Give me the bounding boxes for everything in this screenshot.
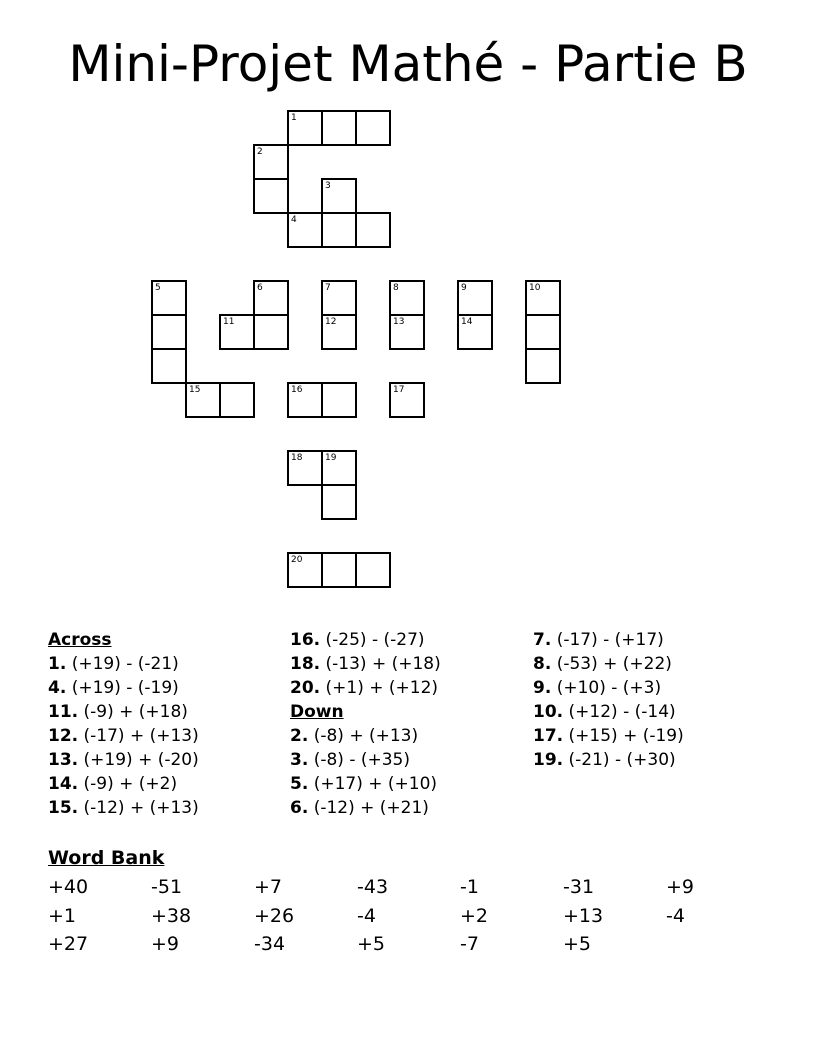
- across-heading: Across: [48, 630, 112, 650]
- word-bank-item: +9: [151, 933, 180, 955]
- crossword-cell[interactable]: [355, 552, 391, 588]
- crossword-cell[interactable]: [389, 382, 425, 418]
- clue-number: 10.: [533, 702, 564, 722]
- clue-number: 16.: [290, 630, 321, 650]
- crossword-cell[interactable]: [525, 314, 561, 350]
- crossword-cell[interactable]: [355, 212, 391, 248]
- clue-expression: (-12) + (+13): [83, 798, 199, 818]
- word-bank-item: +2: [460, 905, 489, 927]
- cell-number: 8: [393, 283, 399, 293]
- clue-number: 3.: [290, 750, 309, 770]
- clue-number: 9.: [533, 678, 552, 698]
- word-bank-item: +9: [666, 876, 695, 898]
- clue-down-3: [290, 748, 441, 772]
- clue-down-2: [290, 724, 441, 748]
- cell-number: 3: [325, 181, 331, 191]
- clue-down-17: [533, 724, 684, 748]
- crossword-cell[interactable]: [151, 280, 187, 316]
- word-bank-item: -1: [460, 876, 479, 898]
- clue-across-13: [48, 748, 199, 772]
- clue-number: 6.: [290, 798, 309, 818]
- crossword-cell[interactable]: [253, 280, 289, 316]
- word-bank-title: Word Bank: [48, 847, 165, 869]
- crossword-cell[interactable]: [457, 280, 493, 316]
- crossword-cell[interactable]: [219, 382, 255, 418]
- clue-down-10: [533, 700, 684, 724]
- clue-expression: (-8) + (+13): [313, 726, 419, 746]
- word-bank-item: +27: [48, 933, 89, 955]
- cell-number: 7: [325, 283, 331, 293]
- clue-expression: (-21) - (+30): [568, 750, 676, 770]
- crossword-cell[interactable]: [185, 382, 221, 418]
- clue-expression: (+19) - (-19): [71, 678, 179, 698]
- crossword-cell[interactable]: [321, 314, 357, 350]
- clue-expression: (+19) + (-20): [83, 750, 199, 770]
- word-bank-item: +5: [563, 933, 592, 955]
- cell-number: 18: [291, 453, 303, 463]
- clue-expression: (+1) + (+12): [325, 678, 439, 698]
- clue-across-12: [48, 724, 199, 748]
- crossword-cell[interactable]: [355, 110, 391, 146]
- clue-across-11: [48, 700, 199, 724]
- clue-expression: (-8) - (+35): [313, 750, 411, 770]
- cell-number: 10: [529, 283, 541, 293]
- clue-expression: (-9) + (+2): [83, 774, 178, 794]
- crossword-cell[interactable]: [287, 450, 323, 486]
- clue-number: 5.: [290, 774, 309, 794]
- cell-number: 1: [291, 113, 297, 123]
- clue-number: 20.: [290, 678, 321, 698]
- word-bank-item: -7: [460, 933, 479, 955]
- clue-number: 4.: [48, 678, 67, 698]
- clue-number: 13.: [48, 750, 79, 770]
- clue-across-14: [48, 772, 199, 796]
- clue-number: 2.: [290, 726, 309, 746]
- clue-column-3: [533, 628, 684, 772]
- clue-expression: (+12) - (-14): [568, 702, 676, 722]
- clue-number: 8.: [533, 654, 552, 674]
- cell-number: 11: [223, 317, 235, 327]
- clue-number: 12.: [48, 726, 79, 746]
- crossword-cell[interactable]: [525, 348, 561, 384]
- word-bank-item: +7: [254, 876, 283, 898]
- clue-across-18: [290, 652, 441, 676]
- cell-number: 12: [325, 317, 337, 327]
- clue-down-19: [533, 748, 684, 772]
- word-bank-item: +1: [48, 905, 77, 927]
- clue-down-9: [533, 676, 684, 700]
- clue-down-5: [290, 772, 441, 796]
- crossword-cell[interactable]: [151, 314, 187, 350]
- crossword-cell[interactable]: [151, 348, 187, 384]
- cell-number: 16: [291, 385, 303, 395]
- crossword-cell[interactable]: [253, 314, 289, 350]
- cell-number: 13: [393, 317, 405, 327]
- cell-number: 4: [291, 215, 297, 225]
- word-bank-item: -51: [151, 876, 183, 898]
- clue-column-1: [48, 628, 199, 820]
- crossword-cell[interactable]: [321, 212, 357, 248]
- clue-number: 15.: [48, 798, 79, 818]
- word-bank-item: +26: [254, 905, 295, 927]
- clue-down-8: [533, 652, 684, 676]
- clue-expression: (-13) + (+18): [325, 654, 441, 674]
- cell-number: 20: [291, 555, 303, 565]
- crossword-cell[interactable]: [389, 314, 425, 350]
- word-bank-item: +5: [357, 933, 386, 955]
- clue-expression: (-17) + (+13): [83, 726, 199, 746]
- crossword-cell[interactable]: [253, 144, 289, 180]
- crossword-cell[interactable]: [287, 382, 323, 418]
- clue-across-4: [48, 676, 199, 700]
- clue-number: 1.: [48, 654, 67, 674]
- crossword-cell[interactable]: [321, 382, 357, 418]
- clue-column-2: [290, 628, 441, 820]
- clue-expression: (+17) + (+10): [313, 774, 438, 794]
- clue-expression: (-9) + (+18): [83, 702, 188, 722]
- clue-number: 7.: [533, 630, 552, 650]
- clue-number: 14.: [48, 774, 79, 794]
- word-bank-item: -43: [357, 876, 389, 898]
- clue-number: 18.: [290, 654, 321, 674]
- clue-expression: (-12) + (+21): [313, 798, 429, 818]
- word-bank-item: -31: [563, 876, 595, 898]
- crossword-cell[interactable]: [321, 552, 357, 588]
- crossword-cell[interactable]: [389, 280, 425, 316]
- clue-down-6: [290, 796, 441, 820]
- crossword-cell[interactable]: [321, 450, 357, 486]
- cell-number: 6: [257, 283, 263, 293]
- cell-number: 19: [325, 453, 337, 463]
- crossword-cell[interactable]: [321, 280, 357, 316]
- word-bank-item: +13: [563, 905, 604, 927]
- word-bank-item: -4: [357, 905, 376, 927]
- crossword-cell[interactable]: [287, 552, 323, 588]
- clue-across-15: [48, 796, 199, 820]
- clue-down-7: [533, 628, 684, 652]
- crossword-cell[interactable]: [321, 110, 357, 146]
- crossword-cell[interactable]: [321, 178, 357, 214]
- cell-number: 15: [189, 385, 201, 395]
- crossword-cell[interactable]: [457, 314, 493, 350]
- clue-number: 17.: [533, 726, 564, 746]
- clue-expression: (-17) - (+17): [556, 630, 664, 650]
- clue-expression: (+10) - (+3): [556, 678, 662, 698]
- clue-number: 11.: [48, 702, 79, 722]
- clue-across-16: [290, 628, 441, 652]
- clue-across-20: [290, 676, 441, 700]
- page-title: Mini-Projet Mathé - Partie B: [68, 35, 748, 93]
- crossword-cell[interactable]: [321, 484, 357, 520]
- crossword-cell[interactable]: [525, 280, 561, 316]
- crossword-cell[interactable]: [287, 110, 323, 146]
- clue-number: 19.: [533, 750, 564, 770]
- clue-expression: (-53) + (+22): [556, 654, 672, 674]
- word-bank-item: -4: [666, 905, 685, 927]
- clue-across-1: [48, 652, 199, 676]
- clue-expression: (+15) + (-19): [568, 726, 684, 746]
- word-bank-item: +38: [151, 905, 192, 927]
- clue-expression: (+19) - (-21): [71, 654, 179, 674]
- crossword-cell[interactable]: [253, 178, 289, 214]
- word-bank-item: +40: [48, 876, 89, 898]
- clue-expression: (-25) - (-27): [325, 630, 425, 650]
- cell-number: 2: [257, 147, 263, 157]
- down-heading: Down: [290, 702, 344, 722]
- cell-number: 14: [461, 317, 473, 327]
- cell-number: 9: [461, 283, 467, 293]
- crossword-cell[interactable]: [219, 314, 255, 350]
- cell-number: 5: [155, 283, 161, 293]
- word-bank-item: -34: [254, 933, 286, 955]
- cell-number: 17: [393, 385, 405, 395]
- crossword-cell[interactable]: [287, 212, 323, 248]
